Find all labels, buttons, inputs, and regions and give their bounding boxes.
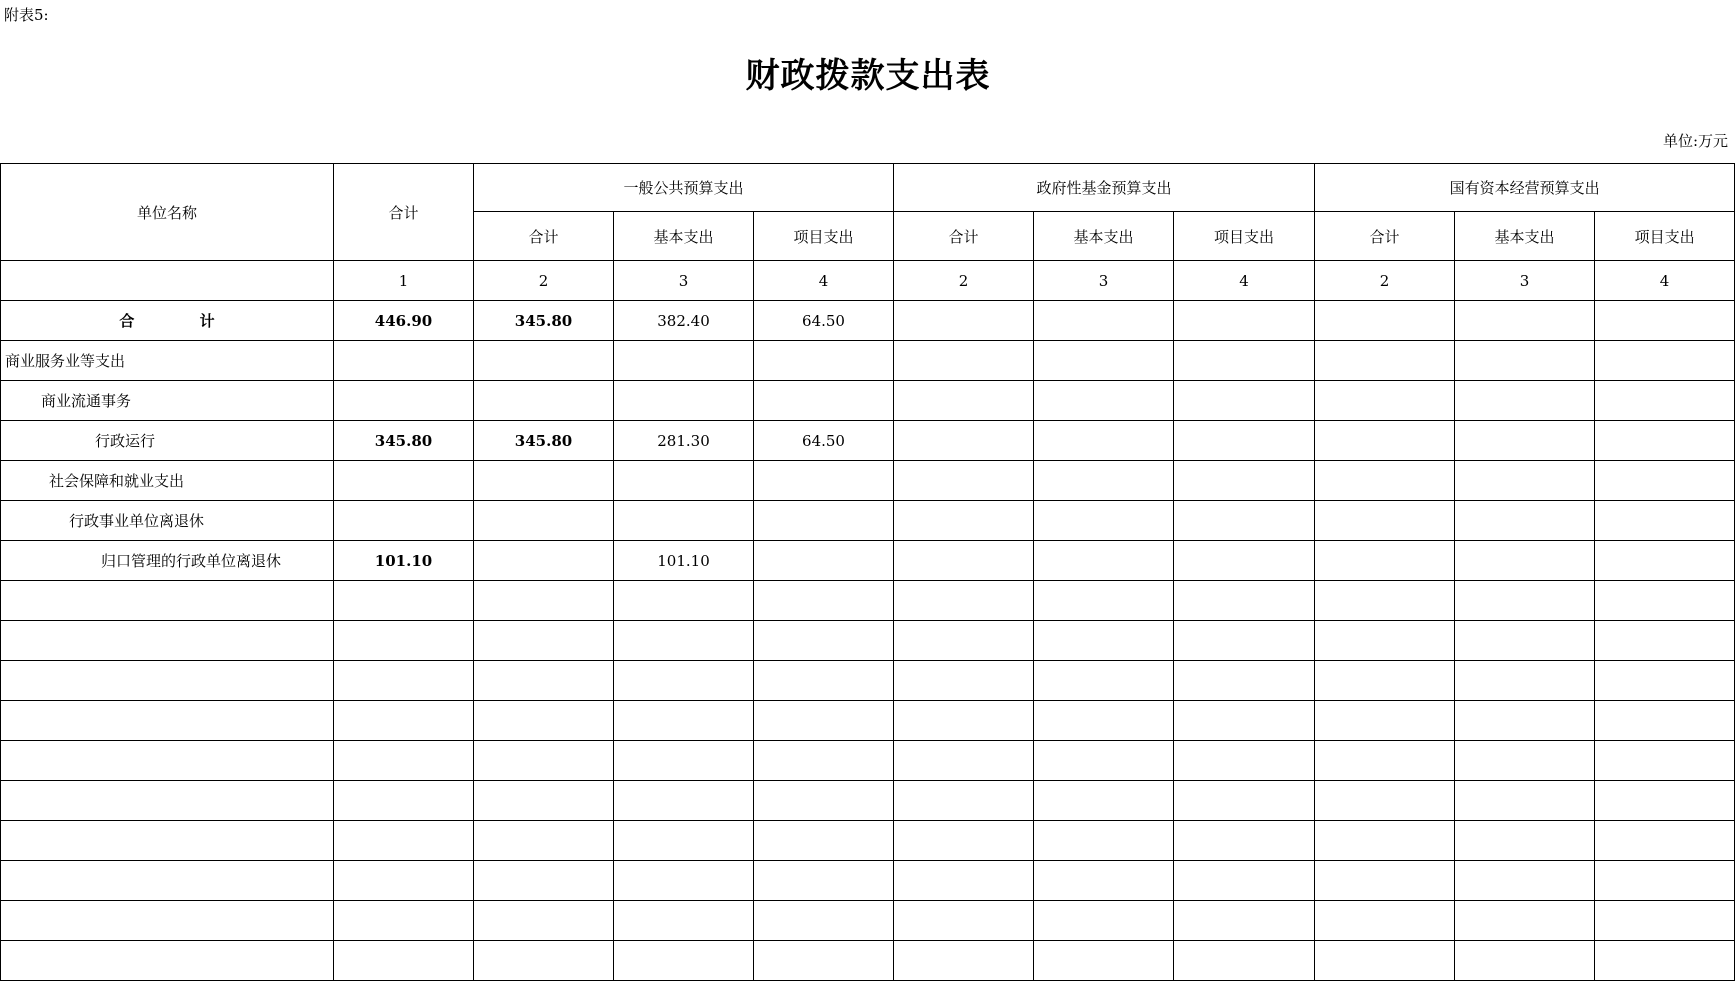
value-cell [1174,741,1315,781]
value-cell [754,581,894,621]
value-cell [1034,741,1174,781]
value-cell [334,341,474,381]
value-cell: 382.40 [614,301,754,341]
table-row [1,461,1735,501]
header-state-capital-budget: 国有资本经营预算支出 [1315,164,1735,212]
value-cell [1315,901,1455,941]
blank-row [1,581,1735,621]
value-cell: 446.90 [334,301,474,341]
value-cell: 345.80 [474,301,614,341]
row-name [1,621,334,661]
value-cell [1174,861,1315,901]
header-general-total: 合计 [474,212,614,261]
value-cell [334,781,474,821]
value-cell [1455,861,1595,901]
value-cell [1174,301,1315,341]
value-cell [1455,741,1595,781]
value-cell [474,381,614,421]
column-number: 4 [1595,261,1735,301]
column-number: 4 [754,261,894,301]
value-cell [334,381,474,421]
value-cell [894,581,1034,621]
value-cell [894,381,1034,421]
value-cell: 101.10 [614,541,754,581]
value-cell [754,901,894,941]
value-cell [1315,541,1455,581]
blank-row [1,901,1735,941]
row-name: 归口管理的行政单位离退休 [1,541,334,581]
value-cell [614,701,754,741]
value-cell [1315,501,1455,541]
unit-label: 单位:万元 [1662,132,1728,150]
column-number: 3 [614,261,754,301]
blank-row [1,861,1735,901]
value-cell [614,901,754,941]
value-cell [1174,381,1315,421]
value-cell [894,741,1034,781]
value-cell [754,741,894,781]
row-name: 行政事业单位离退休 [1,501,334,541]
blank-row [1,661,1735,701]
blank-row [1,781,1735,821]
value-cell [894,781,1034,821]
value-cell [1595,861,1735,901]
value-cell [1595,901,1735,941]
row-name [1,741,334,781]
value-cell [1174,501,1315,541]
table-row [1,341,1735,381]
value-cell [1174,421,1315,461]
value-cell [1455,301,1595,341]
value-cell [894,421,1034,461]
value-cell [1174,821,1315,861]
header-general-budget: 一般公共预算支出 [474,164,894,212]
value-cell [1595,781,1735,821]
value-cell [334,901,474,941]
value-cell [1595,661,1735,701]
row-name: 合 计 [1,301,334,341]
value-cell [474,581,614,621]
value-cell [1034,661,1174,701]
value-cell [1034,541,1174,581]
value-cell [1315,701,1455,741]
value-cell: 101.10 [334,541,474,581]
value-cell [1315,581,1455,621]
value-cell [754,541,894,581]
header-fund-budget: 政府性基金预算支出 [894,164,1315,212]
value-cell [474,621,614,661]
value-cell [334,501,474,541]
header-total: 合计 [334,164,474,261]
value-cell [334,661,474,701]
value-cell [334,941,474,981]
value-cell [1595,501,1735,541]
column-number: 2 [474,261,614,301]
value-cell [754,661,894,701]
page-title: 财政拨款支出表 [745,56,991,96]
value-cell [1595,821,1735,861]
value-cell [1174,461,1315,501]
value-cell [1034,501,1174,541]
value-cell [754,461,894,501]
blank-row [1,941,1735,981]
value-cell [894,661,1034,701]
value-cell [474,821,614,861]
value-cell [754,381,894,421]
value-cell [1595,381,1735,421]
value-cell [1455,941,1595,981]
value-cell [1034,701,1174,741]
value-cell [474,661,614,701]
value-cell [614,341,754,381]
value-cell [1315,301,1455,341]
value-cell [754,501,894,541]
value-cell [754,781,894,821]
value-cell [894,821,1034,861]
value-cell [1595,341,1735,381]
value-cell [1595,701,1735,741]
value-cell: 64.50 [754,421,894,461]
value-cell [1595,741,1735,781]
value-cell [474,861,614,901]
value-cell [894,621,1034,661]
value-cell [474,941,614,981]
row-name: 社会保障和就业支出 [1,461,334,501]
value-cell [894,541,1034,581]
row-name [1,781,334,821]
row-name: 商业流通事务 [1,381,334,421]
row-name: 行政运行 [1,421,334,461]
table-row [1,501,1735,541]
value-cell [1455,341,1595,381]
value-cell [1455,661,1595,701]
table-row [1,301,1735,341]
expenditure-table [0,163,1735,981]
header-fund-basic: 基本支出 [1034,212,1174,261]
column-number: 3 [1455,261,1595,301]
value-cell [894,341,1034,381]
value-cell [1034,301,1174,341]
value-cell [474,541,614,581]
value-cell [1034,861,1174,901]
header-state-project: 项目支出 [1595,212,1735,261]
value-cell [474,741,614,781]
value-cell [1595,621,1735,661]
value-cell [614,741,754,781]
value-cell [474,461,614,501]
value-cell [1315,781,1455,821]
value-cell [1315,621,1455,661]
value-cell [614,461,754,501]
value-cell [614,501,754,541]
value-cell [1174,781,1315,821]
value-cell [1315,661,1455,701]
value-cell [1034,621,1174,661]
table-row [1,381,1735,421]
value-cell [1174,701,1315,741]
header-row-1 [1,164,1735,212]
value-cell [614,781,754,821]
value-cell: 345.80 [334,421,474,461]
table-body [1,301,1735,981]
value-cell [1034,461,1174,501]
value-cell [754,701,894,741]
value-cell [334,581,474,621]
table-row [1,421,1735,461]
header-general-project: 项目支出 [754,212,894,261]
value-cell [1595,941,1735,981]
row-name [1,661,334,701]
value-cell [614,621,754,661]
table-row [1,541,1735,581]
value-cell [894,461,1034,501]
value-cell [334,861,474,901]
value-cell [1455,701,1595,741]
value-cell [1034,381,1174,421]
value-cell [474,901,614,941]
header-state-total: 合计 [1315,212,1455,261]
value-cell [1595,581,1735,621]
blank-row [1,701,1735,741]
value-cell [754,861,894,901]
value-cell [1034,421,1174,461]
value-cell [1455,541,1595,581]
row-name [1,941,334,981]
header-fund-total: 合计 [894,212,1034,261]
header-unit-name: 单位名称 [1,164,334,261]
value-cell [1315,461,1455,501]
value-cell [614,381,754,421]
value-cell [754,341,894,381]
value-cell [894,701,1034,741]
header-general-basic: 基本支出 [614,212,754,261]
value-cell [334,741,474,781]
value-cell [1455,781,1595,821]
value-cell [894,941,1034,981]
value-cell [1315,821,1455,861]
blank-row [1,621,1735,661]
value-cell [334,821,474,861]
value-cell [754,821,894,861]
value-cell [1455,421,1595,461]
value-cell [894,861,1034,901]
value-cell [1034,901,1174,941]
column-number-blank [1,261,334,301]
value-cell [474,341,614,381]
value-cell [1174,341,1315,381]
value-cell [1455,381,1595,421]
column-number: 1 [334,261,474,301]
value-cell [894,301,1034,341]
column-number: 2 [894,261,1034,301]
value-cell [1595,541,1735,581]
value-cell [1034,581,1174,621]
value-cell [1455,581,1595,621]
value-cell [754,621,894,661]
value-cell [754,941,894,981]
row-name [1,701,334,741]
value-cell [1455,461,1595,501]
value-cell [1455,901,1595,941]
value-cell [1315,941,1455,981]
row-name [1,581,334,621]
column-number-row [1,261,1735,301]
value-cell [474,501,614,541]
value-cell [894,501,1034,541]
value-cell [614,581,754,621]
row-name [1,901,334,941]
value-cell [1174,581,1315,621]
value-cell [474,781,614,821]
header-state-basic: 基本支出 [1455,212,1595,261]
value-cell [334,621,474,661]
blank-row [1,741,1735,781]
value-cell [1315,381,1455,421]
value-cell [334,461,474,501]
column-number: 3 [1034,261,1174,301]
value-cell [334,701,474,741]
column-number: 2 [1315,261,1455,301]
value-cell [1034,341,1174,381]
value-cell [1595,301,1735,341]
annex-label: 附表5: [4,6,49,24]
value-cell [474,701,614,741]
value-cell [894,901,1034,941]
value-cell: 281.30 [614,421,754,461]
row-name [1,861,334,901]
value-cell [1595,421,1735,461]
value-cell [1455,821,1595,861]
value-cell [1034,941,1174,981]
value-cell [614,661,754,701]
value-cell [1315,861,1455,901]
value-cell [1034,821,1174,861]
value-cell [1174,541,1315,581]
value-cell [1315,421,1455,461]
column-number: 4 [1174,261,1315,301]
value-cell [614,941,754,981]
value-cell [1455,501,1595,541]
value-cell [1315,741,1455,781]
value-cell [614,861,754,901]
value-cell [1174,901,1315,941]
value-cell [614,821,754,861]
blank-row [1,821,1735,861]
value-cell [1034,781,1174,821]
value-cell [1174,661,1315,701]
value-cell: 345.80 [474,421,614,461]
value-cell [1174,941,1315,981]
value-cell [1315,341,1455,381]
row-name: 商业服务业等支出 [1,341,334,381]
header-fund-project: 项目支出 [1174,212,1315,261]
value-cell [1595,461,1735,501]
value-cell [1174,621,1315,661]
value-cell [1455,621,1595,661]
row-name [1,821,334,861]
value-cell: 64.50 [754,301,894,341]
